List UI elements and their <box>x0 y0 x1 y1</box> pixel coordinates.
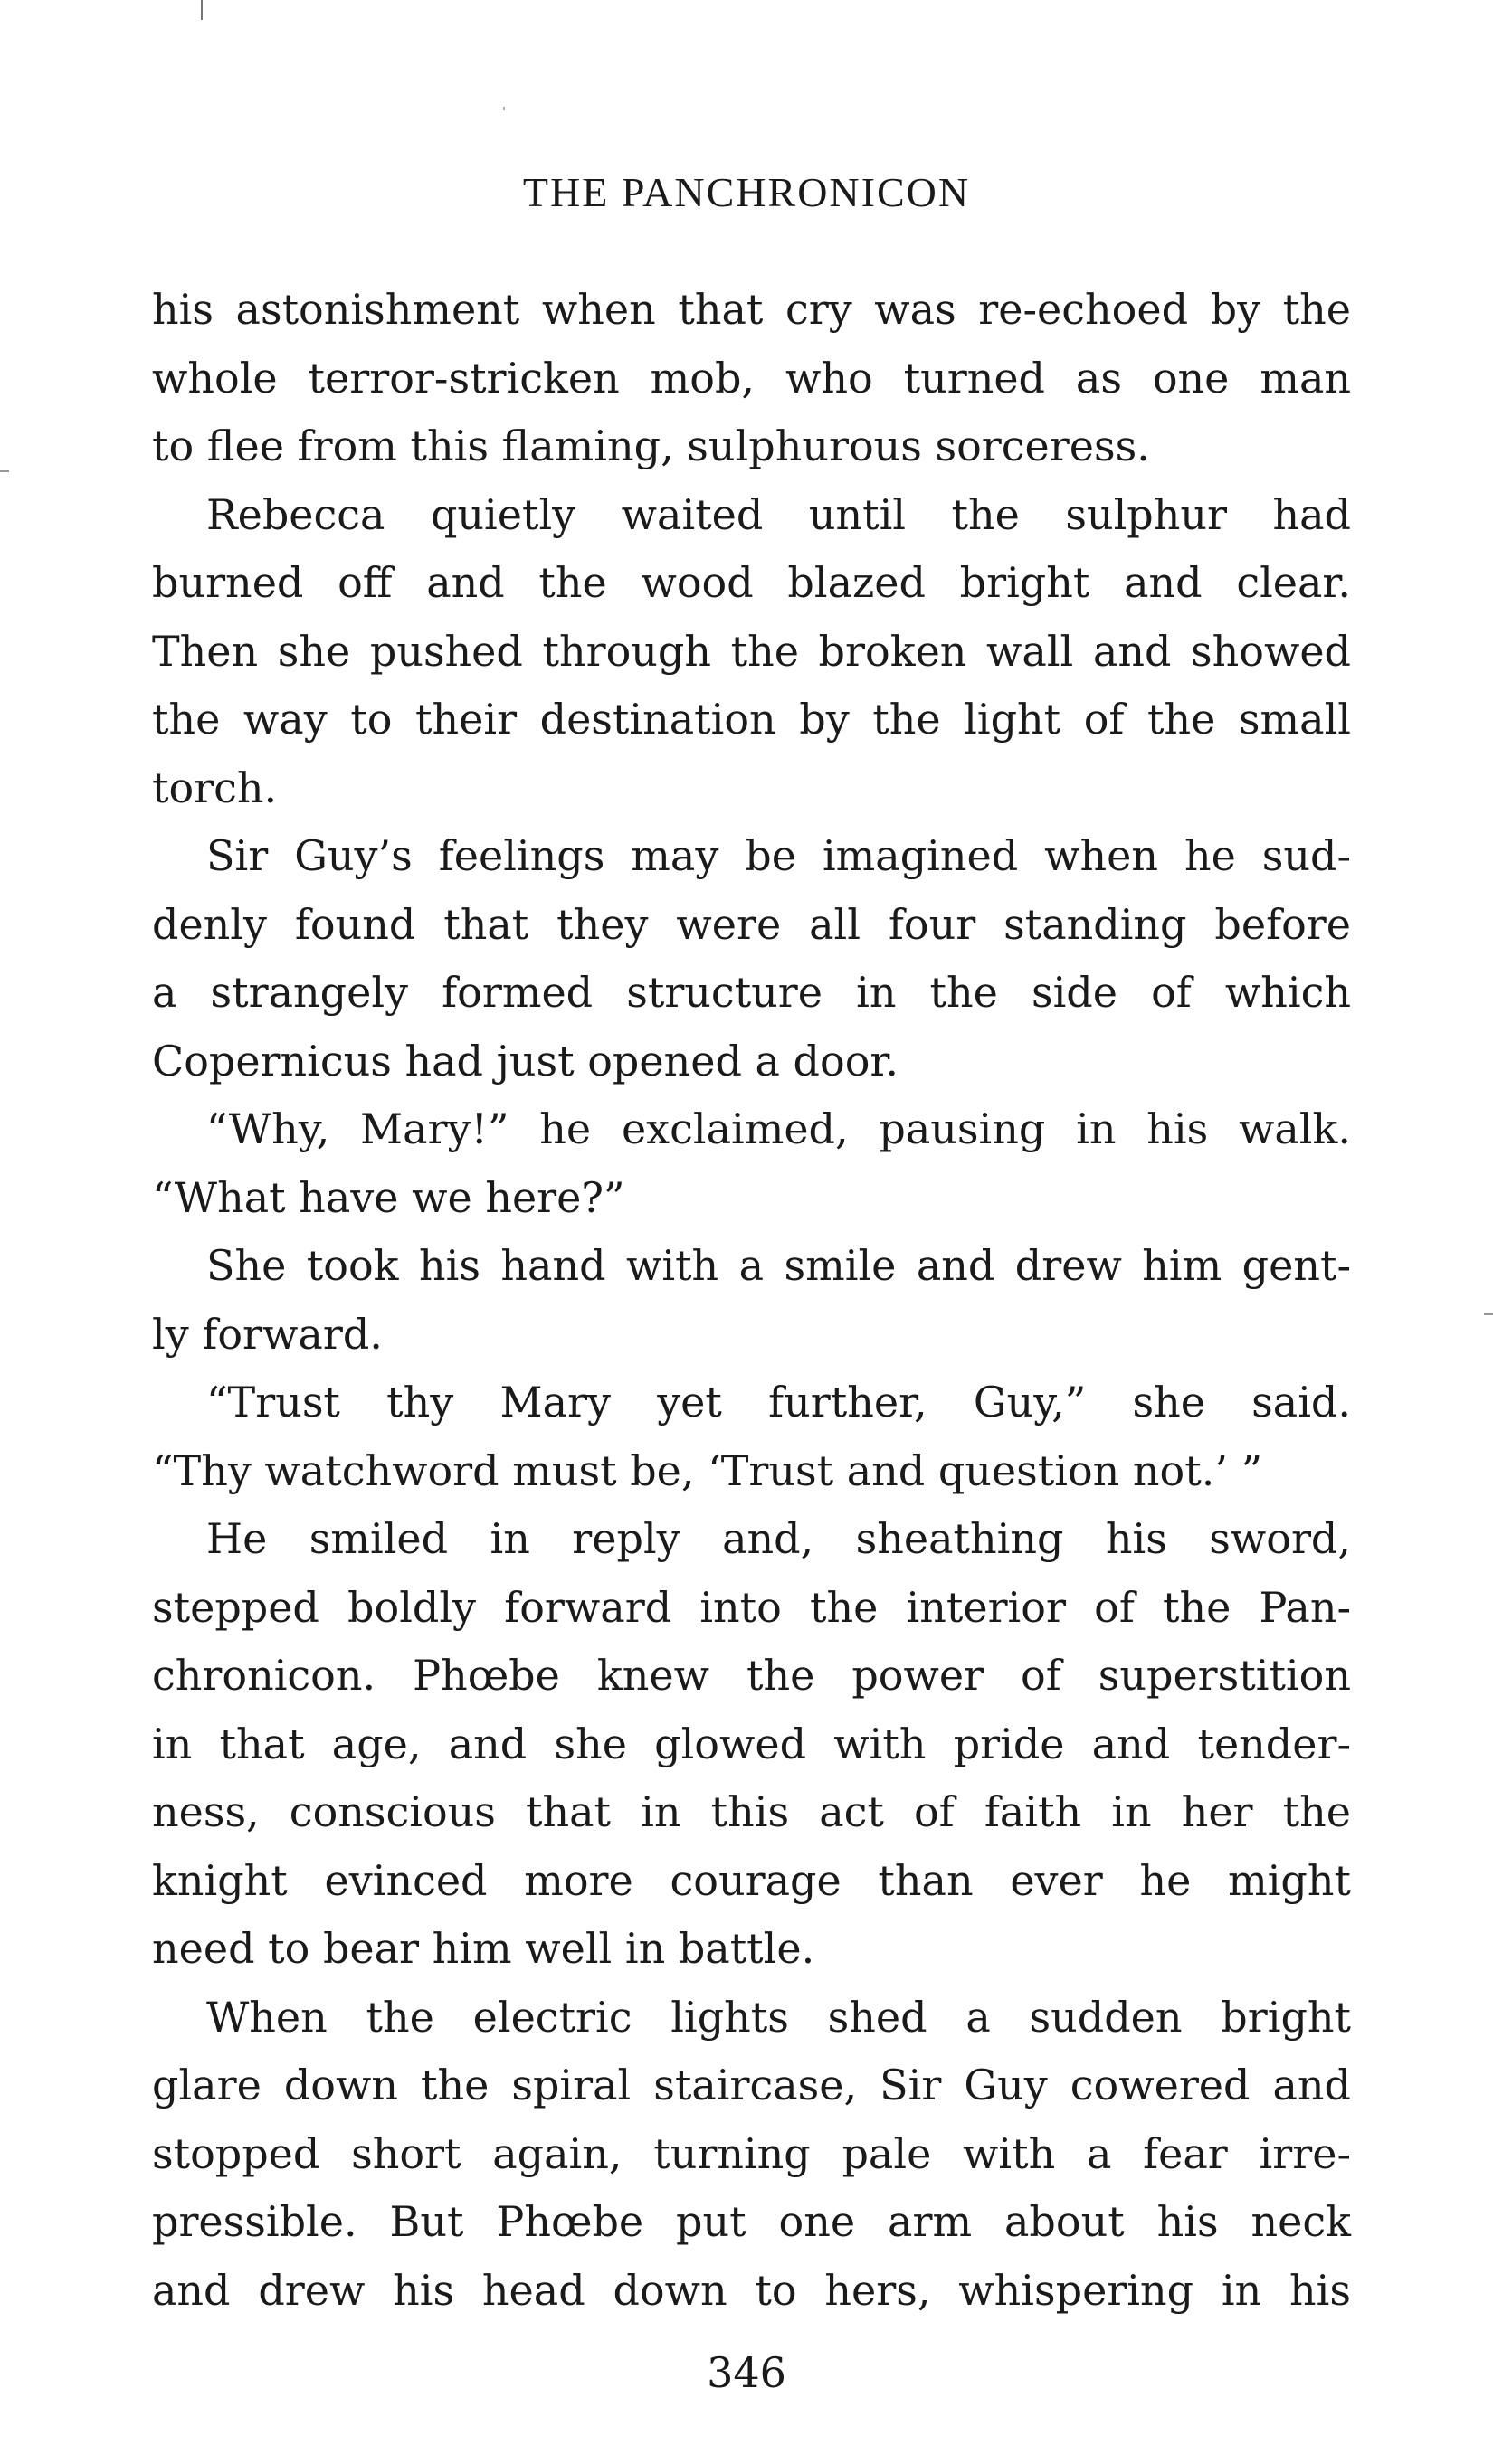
scan-mark <box>1484 1313 1493 1315</box>
text-line: “Thy watchword must be, ‘Trust and question not.’ ” <box>152 1445 1263 1495</box>
text-line: to flee from this flaming, sulphurous sorceress. <box>152 422 1150 470</box>
text-line: whole terror-stricken mob, who turned as one man <box>152 353 1351 403</box>
body-text <box>152 276 1351 2325</box>
scan-mark <box>201 0 203 20</box>
text-line: pressible. But Phœbe put one arm about his neck <box>152 2197 1351 2246</box>
text-line: torch. <box>152 763 278 812</box>
text-line: burned off and the wood blazed bright and clear. <box>152 558 1351 607</box>
text-line: ly forward. <box>152 1309 383 1359</box>
text-line: the way to their destination by the light of the small <box>152 695 1351 744</box>
text-line: knight evinced more courage than ever he might <box>152 1855 1351 1905</box>
text-line: in that age, and she glowed with pride and tender- <box>152 1719 1351 1768</box>
text-line: He smiled in reply and, sheathing his sword, <box>206 1514 1351 1563</box>
scan-mark <box>0 470 9 472</box>
text-line: When the electric lights shed a sudden bright <box>206 1992 1351 2042</box>
text-line: need to bear him well in battle. <box>152 1924 815 1973</box>
text-line: his astonishment when that cry was re-echoed by the <box>152 285 1351 334</box>
scan-mark <box>503 107 505 110</box>
text-line: Copernicus had just opened a door. <box>152 1036 899 1085</box>
text-line: ness, conscious that in this act of faith in her the <box>152 1787 1351 1836</box>
text-line: and drew his head down to hers, whispering in his <box>152 2265 1351 2315</box>
page-number: 346 <box>707 2348 786 2397</box>
text-line: Rebecca quietly waited until the sulphur had <box>206 489 1351 539</box>
text-line: Then she pushed through the broken wall and showed <box>152 626 1351 676</box>
text-line: chronicon. Phœbe knew the power of superstition <box>152 1651 1351 1700</box>
text-line: stepped boldly forward into the interior of the Pan- <box>152 1582 1351 1632</box>
text-line: stopped short again, turning pale with a fear irre- <box>152 2128 1351 2178</box>
text-line: a strangely formed structure in the side of which <box>152 968 1351 1017</box>
text-line: denly found that they were all four standing before <box>152 899 1351 949</box>
text-line: glare down the spiral staircase, Sir Guy cowered and <box>152 2061 1351 2109</box>
text-line: Sir Guy’s feelings may be imagined when he sud- <box>206 831 1351 880</box>
running-head: THE PANCHRONICON <box>522 169 971 215</box>
text-line: She took his hand with a smile and drew him gent- <box>206 1241 1351 1290</box>
text-line: “Why, Mary!” he exclaimed, pausing in his walk. <box>206 1104 1351 1153</box>
text-line: “What have we here?” <box>152 1172 625 1222</box>
text-line: “Trust thy Mary yet further, Guy,” she said. <box>206 1378 1351 1426</box>
